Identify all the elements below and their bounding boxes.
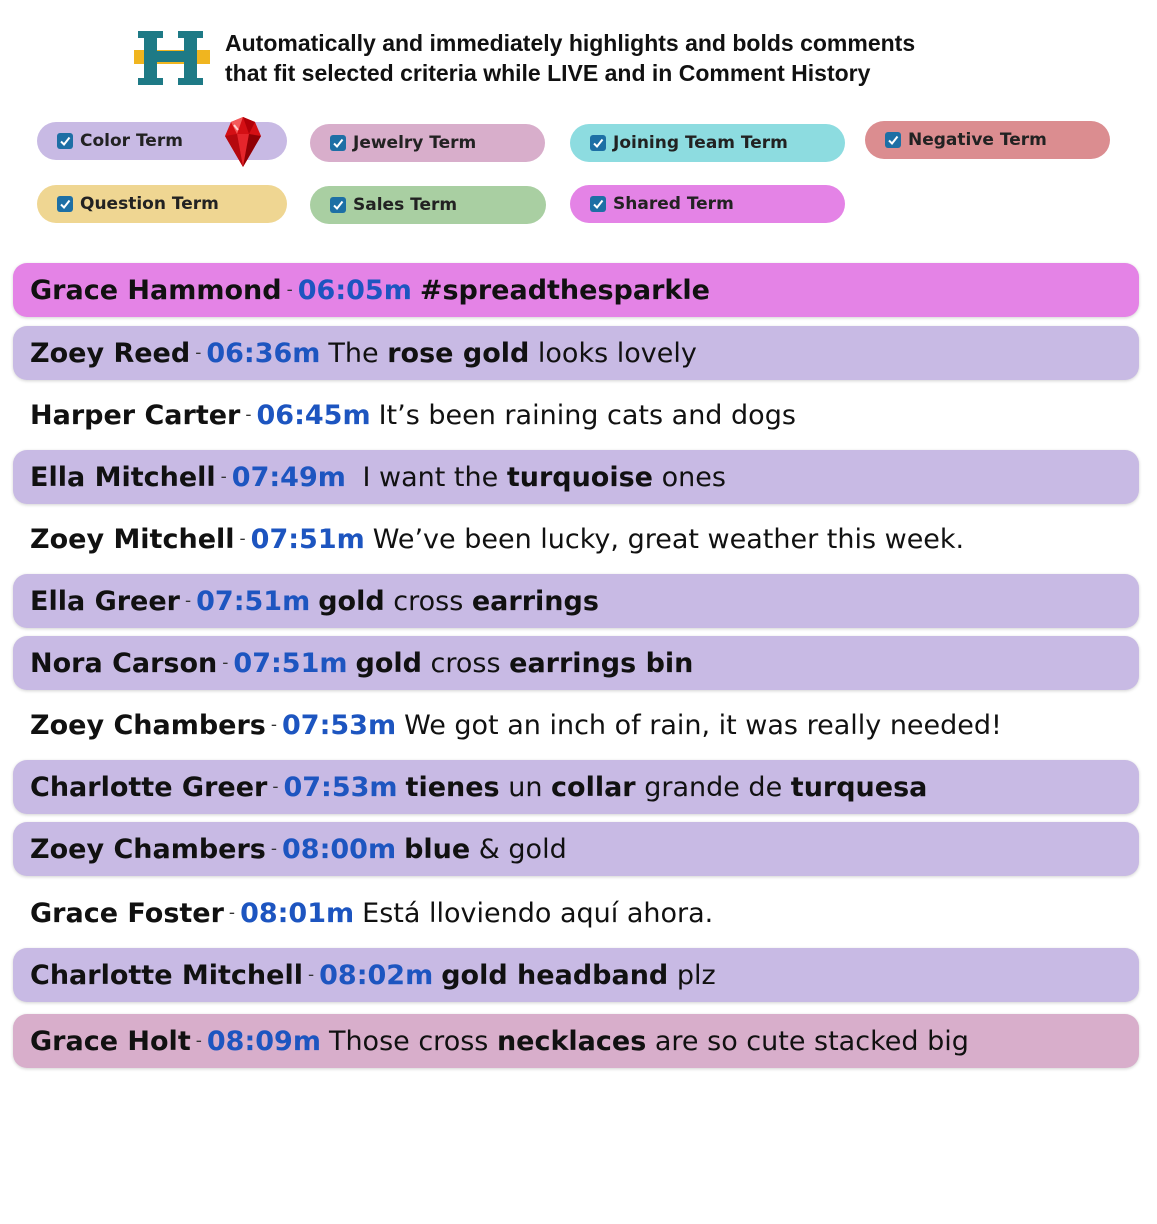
separator: - [195,1031,202,1051]
commenter-name: Charlotte Greer [30,771,268,803]
filter-joining-team-term[interactable] [570,124,845,162]
comment-text-segment: We’ve been lucky, great weather this week. [372,523,965,555]
checkbox-icon[interactable] [885,132,901,148]
separator: - [239,529,246,549]
checkbox-icon[interactable] [57,133,73,149]
separator: - [195,343,202,363]
filter-shared-term[interactable] [570,185,845,223]
comment-text-segment: plz [668,959,716,991]
comment-row[interactable] [13,948,1139,1002]
comment-row[interactable] [13,698,1139,752]
highlighted-term: gold [355,647,422,679]
comment-time: 07:51m [250,523,365,555]
filter-label: Sales Term [353,195,458,215]
comment-text [420,275,710,306]
filter-negative-term[interactable] [865,121,1110,159]
comment-time: 06:36m [206,337,321,369]
comment-text-segment: cross [384,585,472,617]
comment-text-segment: It’s been raining cats and dogs [378,399,796,431]
comment-time: 07:53m [283,771,398,803]
separator: - [220,467,227,487]
comment-row[interactable] [13,636,1139,690]
comment-text [379,400,796,431]
comment-text-segment: I want the [353,461,507,493]
filter-label: Shared Term [613,194,734,214]
red-gem-icon [223,116,263,168]
comment-time: 06:05m [297,274,412,306]
filter-color-term[interactable] [37,122,287,160]
comment-time: 08:01m [240,897,355,929]
checkbox-icon[interactable] [590,135,606,151]
highlighted-term: gold headband [441,959,669,991]
comment-time: 07:49m [231,461,346,493]
highlighted-term: rose gold [387,337,530,369]
comment-text-segment: looks lovely [529,337,697,369]
commenter-name: Nora Carson [30,647,218,679]
separator: - [307,965,315,985]
highlighted-term: tienes [405,771,500,803]
comment-text-segment: grande de [635,771,791,803]
highlighted-term: blue [404,833,471,865]
comment-time: 08:09m [206,1025,321,1057]
commenter-name: Grace Foster [30,897,224,929]
filter-label: Joining Team Term [613,133,788,153]
comment-text-segment: & gold [470,833,567,865]
filter-label: Negative Term [908,130,1047,150]
commenter-name: Zoey Reed [30,337,191,369]
separator: - [222,653,229,673]
highlighted-term: earrings bin [509,647,694,679]
highlighted-term: gold [318,585,385,617]
filter-label: Color Term [80,131,183,151]
comment-text [404,710,1002,741]
checkbox-icon[interactable] [330,197,346,213]
comment-text-segment: The [328,337,388,369]
comment-row[interactable] [13,760,1139,814]
comment-text [441,960,715,991]
checkbox-icon[interactable] [330,135,346,151]
comment-text [354,462,726,493]
h-logo-icon [134,28,210,88]
tagline [225,28,915,88]
checkbox-icon[interactable] [57,196,73,212]
comment-time: 07:51m [196,585,311,617]
comment-text-segment: ones [653,461,726,493]
separator: - [286,280,293,300]
comment-text-segment: Está lloviendo aquí ahora. [362,897,714,929]
separator: - [270,715,277,735]
comment-row[interactable] [13,886,1139,940]
comment-time: 08:00m [282,833,397,865]
commenter-name: Grace Holt [30,1025,191,1057]
comment-text-segment: cross [421,647,510,679]
highlighted-term: turquoise [506,461,653,493]
highlighted-term: earrings [471,585,599,617]
comment-row[interactable] [13,512,1139,566]
commenter-name: Charlotte Mitchell [30,959,303,991]
comment-text-segment: are so cute stacked big [646,1025,969,1057]
comment-row[interactable] [13,388,1139,442]
highlighted-term: #spreadthesparkle [419,274,710,306]
comment-row[interactable] [13,450,1139,504]
header [134,26,1054,96]
filter-label: Question Term [80,194,219,214]
comment-row[interactable] [13,263,1139,317]
comment-text [362,898,713,929]
comment-text [329,1026,969,1057]
comment-row[interactable] [13,822,1139,876]
separator: - [185,591,192,611]
comment-text-segment: un [499,771,552,803]
tagline-line-1: Automatically and immediately highlights and bolds comments [225,30,916,56]
commenter-name: Zoey Mitchell [30,523,235,555]
separator: - [228,903,236,923]
comment-row[interactable] [13,326,1139,380]
commenter-name: Ella Mitchell [30,461,216,493]
filter-question-term[interactable] [37,185,287,223]
filter-sales-term[interactable] [310,186,546,224]
highlighted-term: turquesa [790,771,928,803]
highlighted-term: collar [551,771,636,803]
comment-text [406,772,928,803]
comment-text [404,834,567,865]
separator: - [245,405,252,425]
comment-row[interactable] [13,574,1139,628]
comment-row[interactable] [13,1014,1139,1068]
highlighted-term: necklaces [496,1025,647,1057]
separator: - [270,839,277,859]
commenter-name: Zoey Chambers [30,833,266,865]
commenter-name: Grace Hammond [30,274,282,306]
comment-text-segment: Those cross [328,1025,497,1057]
comment-text [318,586,599,617]
commenter-name: Ella Greer [30,585,180,617]
filter-jewelry-term[interactable] [310,124,545,162]
commenter-name: Harper Carter [30,399,241,431]
filter-label: Jewelry Term [353,133,477,153]
comment-time: 07:53m [282,709,397,741]
tagline-line-2: that fit selected criteria while LIVE and in Comment History [225,60,871,86]
comment-text [356,648,694,679]
comment-time: 06:45m [256,399,371,431]
comment-text-segment: We got an inch of rain, it was really needed! [404,709,1002,741]
comment-text [328,338,696,369]
checkbox-icon[interactable] [590,196,606,212]
commenter-name: Zoey Chambers [30,709,266,741]
comment-time: 07:51m [233,647,348,679]
comment-text [373,524,964,555]
comment-time: 08:02m [319,959,434,991]
separator: - [272,777,279,797]
